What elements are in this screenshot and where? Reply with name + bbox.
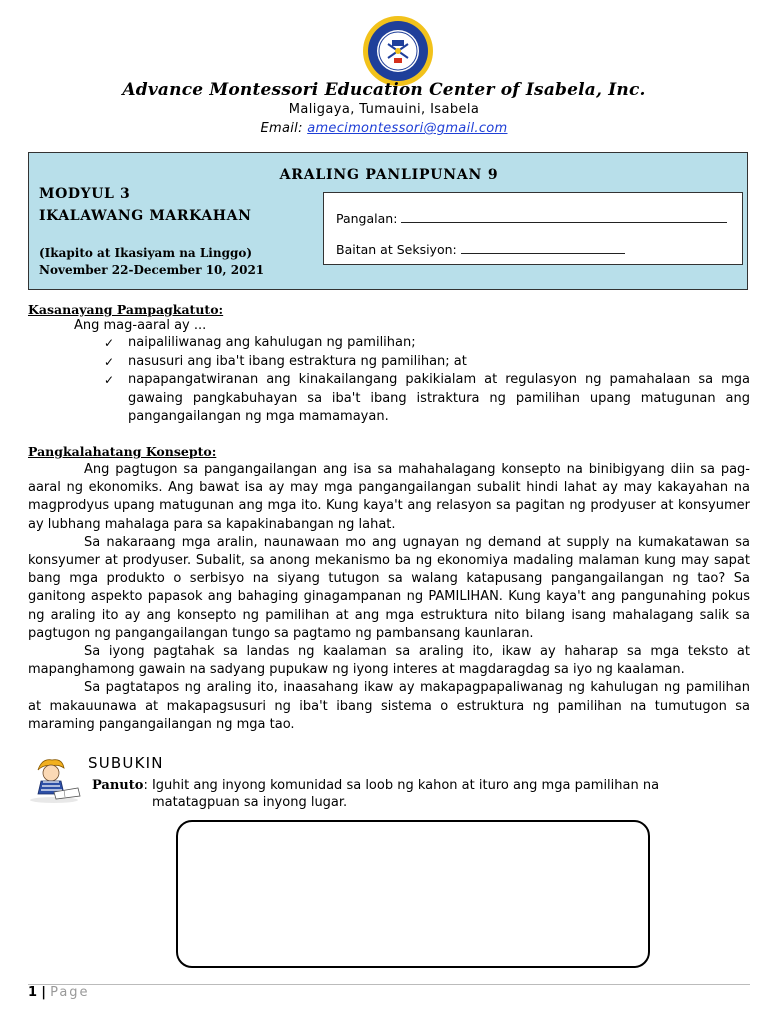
student-info-box (323, 192, 743, 265)
concept-heading: Pangkalahatang Konsepto: (28, 444, 217, 459)
competency-heading: Kasanayang Pampagkatuto: (28, 302, 224, 317)
page-label: Page (50, 985, 90, 1000)
instruction-label: Panuto (92, 778, 144, 793)
section-field[interactable] (336, 242, 625, 257)
name-label: Pangalan: (336, 211, 398, 226)
drawing-box[interactable] (176, 820, 650, 968)
instruction-text: : Iguhit ang inyong komunidad sa loob ng kahon at ituro ang mga pamilihan na (143, 778, 660, 793)
name-blank[interactable] (401, 211, 727, 223)
email-label: Email: (260, 121, 303, 136)
student-reading-icon (28, 756, 82, 804)
weeks-label: (Ikapito at Ikasiyam na Linggo) (39, 246, 253, 260)
subukin-title: SUBUKIN (88, 754, 164, 772)
list-item (104, 353, 750, 372)
list-item (104, 334, 750, 353)
concept-paragraph: Sa iyong pagtahak sa landas ng kaalaman sa araling ito, ikaw ay haharap sa mga teksto at mapanghamong gawain na sadyang pupukaw ng iyong interes at magdaragdag sa iyo ng kaalaman. (28, 644, 750, 678)
competency-list (104, 334, 750, 427)
instruction-line (92, 776, 659, 795)
section-label: Baitan at Seksiyon: (336, 242, 457, 257)
page-separator: | (41, 985, 46, 1000)
email-line (0, 121, 768, 136)
school-address: Maligaya, Tumauini, Isabela (288, 102, 480, 117)
competency-intro: Ang mag-aaral ay ... (74, 318, 207, 333)
competency-item: nasusuri ang iba't ibang estraktura ng pamilihan; at (128, 353, 467, 369)
concept-body (28, 461, 750, 734)
concept-paragraph: Sa nakaraang mga aralin, naunawaan mo ang ugnayan ng demand at supply na kumakatawan sa konsyumer at prodyuser. Subalit, sa anong mekanismo ba ng ekonomiya madaling malaman kung may sapat bang mga produkto o serbisyo na siyang tutugon sa walang katapusang pangangailangan ng tao? Sa ganitong aspekto papasok ang bahaging ginagampanan ng PAMILIHAN. Kung kaya't ang pangunahing pokus ng araling ito ay ang konsepto ng pamilihan at ang mga estruktura nito bilang isang mahalagang salik sa pagtugon ng pangangailangan tungo sa pagtamo ng pambansang kaunlaran. (28, 534, 750, 641)
name-field[interactable] (336, 211, 727, 226)
concept-paragraph: Sa pagtatapos ng araling ito, inaasahang ikaw ay makapagpapaliwanag ng kahulugan ng pamilihan at makauunawa at makapagsusuri ng iba't ibang sistema o estruktura ng pamilihan na tumutugon sa maraming pangangailangan ng mga tao. (28, 680, 750, 732)
section-blank[interactable] (461, 242, 625, 254)
list-item (104, 371, 750, 427)
school-seal-logo (361, 14, 435, 88)
module-info-box (28, 152, 748, 290)
school-name: Advance Montessori Education Center of Isabela, Inc. (122, 80, 646, 100)
check-icon: ✓ (104, 373, 115, 387)
page-number: 1 (28, 985, 38, 1000)
subject-title: ARALING PANLIPUNAN 9 (279, 167, 499, 183)
email-link[interactable]: amecimontessori@gmail.com (307, 121, 508, 136)
check-icon: ✓ (104, 336, 115, 350)
date-range: November 22-December 10, 2021 (39, 263, 265, 277)
competency-item: napapangatwiranan ang kinakailangang pakikialam at regulasyon ng pamahalaan sa mga gawaing pangkabuhayan sa iba't ibang istraktura ng pamilihan upang matugunan ang pangangailangan ng mga mamamayan. (128, 372, 750, 424)
instruction-continuation: matatagpuan sa inyong lugar. (152, 795, 348, 810)
check-icon: ✓ (104, 354, 115, 369)
competency-item: naipaliliwanag ang kahulugan ng pamilihan; (128, 335, 416, 350)
module-number: MODYUL 3 (39, 186, 131, 202)
quarter-label: IKALAWANG MARKAHAN (39, 208, 252, 224)
page-footer (28, 985, 90, 1000)
concept-paragraph: Ang pagtugon sa pangangailangan ang isa sa mahahalagang konsepto na binibigyang diin sa pag-aaral ng ekonomiks. Ang bawat isa ay may mga pangangailangan subalit hindi lahat ay may kakayahan na magprodyus upang matugunan ang mga ito. Kung kaya't ang relasyon sa pagitan ng prodyuser at konsyumer ay lubhang mahalaga para sa kapakinabangan ng lahat. (28, 462, 750, 532)
footer-divider (28, 984, 750, 985)
